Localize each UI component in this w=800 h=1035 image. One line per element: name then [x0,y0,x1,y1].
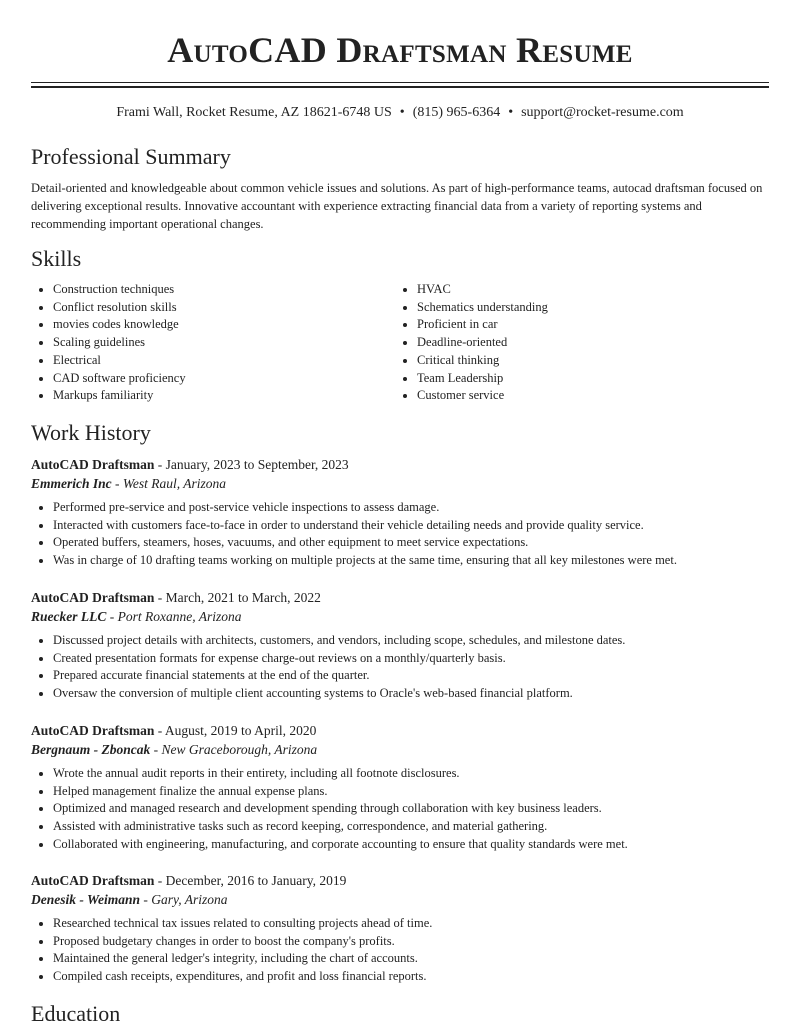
job-duty: • Maintained the general ledger's integrity, including the chart of accounts. [53,950,769,968]
job-entry [31,455,769,570]
resume-title: AutoCAD Draftsman Resume [167,30,633,70]
job-dates: - March, 2021 to March, 2022 [154,590,321,605]
job-duty: • Compiled cash receipts, expenditures, and profit and loss financial reports. [53,968,769,986]
job-duty: • Oversaw the conversion of multiple client accounting systems to Oracle's web-based financial platform. [53,685,769,703]
skill-item: • Electrical [53,352,413,370]
job-duty: • Helped management finalize the annual expense plans. [53,783,769,801]
job-duties-list [31,632,769,703]
title-divider-thin [31,82,769,83]
skill-item: • CAD software proficiency [53,370,413,388]
summary-text: Detail-oriented and knowledgeable about common vehicle issues and solutions. As part of high-performance teams, autocad draftsman focused on delivering exceptional results. Innovative accountant with experience extracting financial data from a variety of reporting systems and recommending important operational changes. [31,181,763,231]
job-duty: • Assisted with administrative tasks such as record keeping, correspondence, and material gathering. [53,818,769,836]
job-role: AutoCAD Draftsman [31,590,155,605]
skills-list-right [395,281,777,405]
job-duty: • Researched technical tax issues related to consulting projects ahead of time. [53,915,769,933]
job-title-line [31,588,769,607]
job-duty: • Proposed budgetary changes in order to boost the company's profits. [53,933,769,951]
job-duties-list [31,915,769,986]
job-entry [31,588,769,703]
job-role: AutoCAD Draftsman [31,457,155,472]
job-duty: • Was in charge of 10 drafting teams working on multiple projects at the same time, ensuring that all key milestones were met. [53,552,769,570]
job-title-line [31,721,769,740]
contact-address: Frami Wall, Rocket Resume, AZ 18621-6748 US [116,105,392,120]
job-duty: • Wrote the annual audit reports in their entirety, including all footnote disclosures. [53,765,769,783]
job-duty: • Optimized and managed research and development spending through collaboration with key business leaders. [53,800,769,818]
section-heading-work-history: Work History [31,420,151,445]
skill-item: • Scaling guidelines [53,334,413,352]
job-entry [31,871,769,986]
contact-phone: (815) 965-6364 [412,105,501,120]
job-company: Ruecker LLC [31,609,107,624]
skill-item: • Schematics understanding [417,299,777,317]
job-location: - New Graceborough, Arizona [150,742,318,757]
skill-item: • Markups familiarity [53,387,413,405]
job-duties-list [31,765,769,854]
job-location: - West Raul, Arizona [111,476,227,491]
job-duty: • Performed pre-service and post-service vehicle inspections to assess damage. [53,499,769,517]
skill-item: • Team Leadership [417,370,777,388]
job-employer-line [31,890,769,909]
job-dates: - August, 2019 to April, 2020 [154,723,317,738]
skill-item: • Customer service [417,387,777,405]
job-duty: • Interacted with customers face-to-face in order to understand their vehicle detailing needs and provide quality service. [53,517,769,535]
job-employer-line [31,474,769,493]
job-duty: • Collaborated with engineering, manufacturing, and corporate accounting to ensure that quality standards were met. [53,836,769,854]
job-duty: • Prepared accurate financial statements at the end of the quarter. [53,667,769,685]
section-heading-skills: Skills [31,246,82,271]
contact-email: support@rocket-resume.com [521,105,684,120]
job-location: - Gary, Arizona [140,892,228,907]
job-location: - Port Roxanne, Arizona [106,609,242,624]
contact-separator: • [399,105,405,120]
job-duties-list [31,499,769,570]
job-employer-line [31,607,769,626]
job-title-line [31,871,769,890]
job-dates: - January, 2023 to September, 2023 [154,457,349,472]
job-dates: - December, 2016 to January, 2019 [154,873,347,888]
contact-separator: • [508,105,514,120]
skills-list-left [31,281,413,405]
skill-item: • HVAC [417,281,777,299]
job-role: AutoCAD Draftsman [31,723,155,738]
job-company: Emmerich Inc [31,476,112,491]
title-divider-thick [31,86,769,88]
job-role: AutoCAD Draftsman [31,873,155,888]
section-heading-education: Education [31,1001,121,1026]
skill-item: • Critical thinking [417,352,777,370]
job-employer-line [31,740,769,759]
job-title-line [31,455,769,474]
skill-item: • Proficient in car [417,316,777,334]
job-company: Bergnaum - Zboncak [31,742,151,757]
job-duty: • Created presentation formats for expense charge-out reviews on a monthly/quarterly basis. [53,650,769,668]
contact-line [31,104,769,122]
skill-item: • Construction techniques [53,281,413,299]
skill-item: • Deadline-oriented [417,334,777,352]
job-entry [31,721,769,854]
job-duty: • Operated buffers, steamers, hoses, vacuums, and other equipment to meet service expectations. [53,534,769,552]
section-heading-summary: Professional Summary [31,144,231,169]
skill-item: • movies codes knowledge [53,316,413,334]
job-company: Denesik - Weimann [31,892,141,907]
job-duty: • Discussed project details with architects, customers, and vendors, including scope, schedules, and milestone dates. [53,632,769,650]
skill-item: • Conflict resolution skills [53,299,413,317]
